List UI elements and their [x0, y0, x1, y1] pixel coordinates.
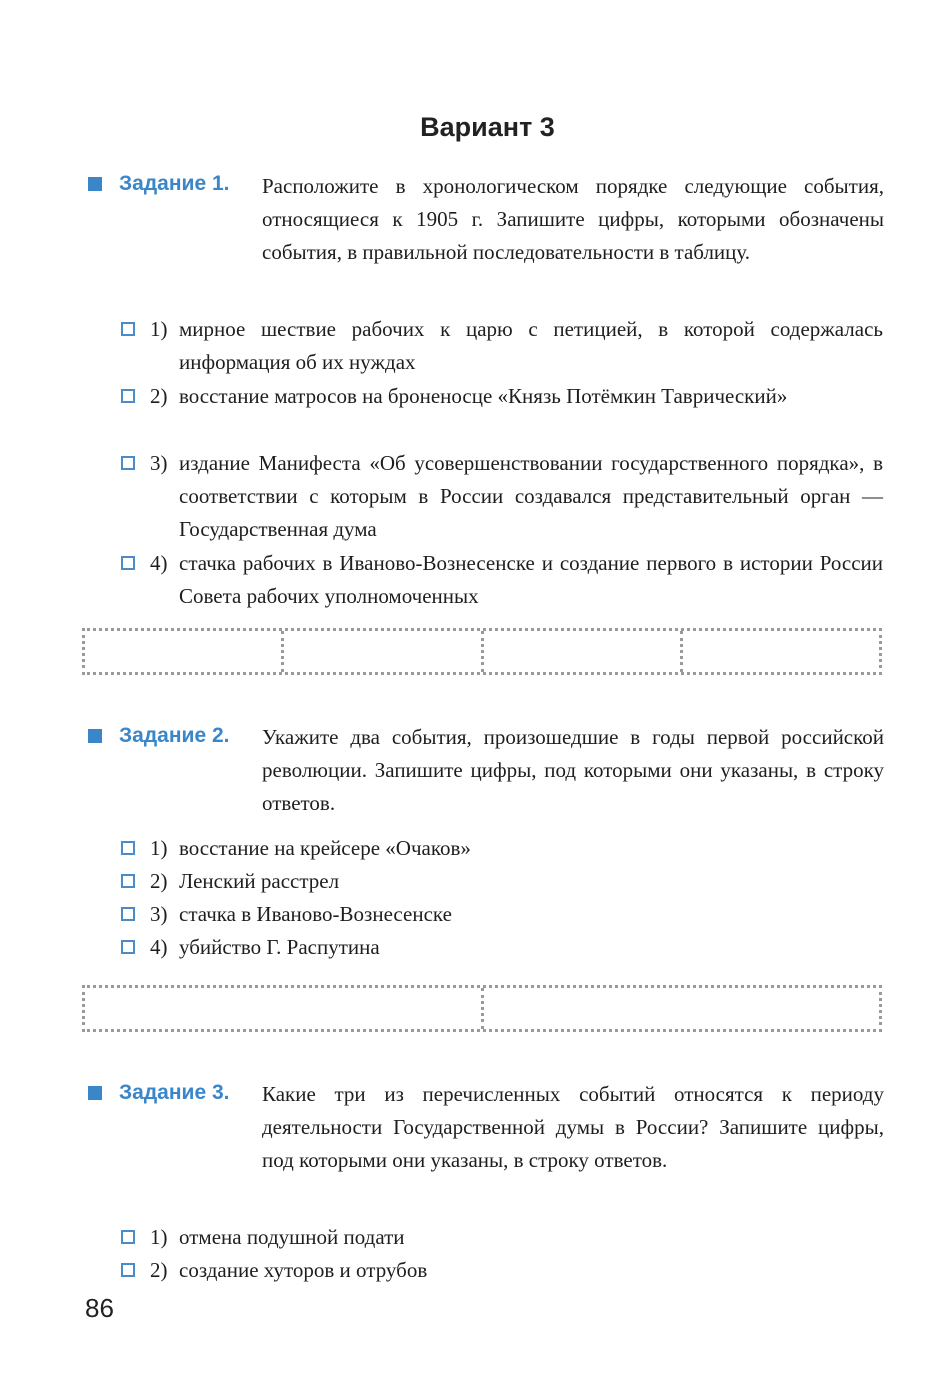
task-1-option-4 — [121, 547, 883, 613]
task-1-heading — [88, 172, 229, 196]
answer-cell[interactable] — [284, 631, 483, 672]
task-1-option-2 — [121, 380, 883, 413]
option-text: убийство Г. Распутина — [179, 935, 380, 959]
checkbox[interactable] — [121, 456, 135, 470]
answer-cell[interactable] — [683, 631, 879, 672]
option-number: 1) — [150, 317, 168, 341]
checkbox[interactable] — [121, 556, 135, 570]
page-title: Вариант 3 — [420, 112, 555, 142]
checkbox[interactable] — [121, 940, 135, 954]
task-1-answer-table — [82, 628, 882, 675]
option-text: стачка рабочих в Иваново-Вознесенске и создание первого в истории России Совета рабочих уполномоченных — [179, 551, 883, 608]
task-2-label: Задание 2. — [119, 724, 230, 747]
checkbox[interactable] — [121, 322, 135, 336]
option-text: создание хуторов и отрубов — [179, 1258, 428, 1282]
task-2-option-2 — [121, 865, 883, 898]
task-3-heading — [88, 1081, 229, 1105]
option-number: 3) — [150, 902, 168, 926]
task-3-label: Задание 3. — [119, 1081, 230, 1104]
checkbox[interactable] — [121, 1263, 135, 1277]
option-number: 3) — [150, 451, 168, 475]
answer-cell[interactable] — [85, 631, 284, 672]
task-3-option-1 — [121, 1221, 883, 1254]
checkbox[interactable] — [121, 874, 135, 888]
option-number: 1) — [150, 1225, 168, 1249]
answer-cell[interactable] — [484, 988, 880, 1029]
option-number: 2) — [150, 1258, 168, 1282]
option-text: отмена подушной подати — [179, 1225, 405, 1249]
square-bullet-icon — [88, 1086, 102, 1100]
option-text: восстание матросов на броненосце «Князь Потёмкин Таврический» — [179, 384, 788, 408]
task-1-label: Задание 1. — [119, 172, 230, 195]
option-text: мирное шествие рабочих к царю с петицией, в которой содержалась информация об их нуждах — [179, 317, 883, 374]
answer-cell[interactable] — [484, 631, 683, 672]
task-1-option-3 — [121, 447, 883, 546]
task-1-option-1 — [121, 313, 883, 379]
task-2-heading — [88, 724, 229, 748]
answer-cell[interactable] — [85, 988, 484, 1029]
checkbox[interactable] — [121, 1230, 135, 1244]
task-1-prompt: Расположите в хронологическом порядке следующие события, относящиеся к 1905 г. Запишите цифры, которыми обозначены события, в правильной последовательности в таблицу. — [262, 174, 884, 264]
page-number: 86 — [85, 1293, 114, 1323]
task-3-option-2 — [121, 1254, 883, 1287]
option-number: 4) — [150, 551, 168, 575]
option-text: Ленский расстрел — [179, 869, 340, 893]
option-number: 2) — [150, 869, 168, 893]
option-text: восстание на крейсере «Очаков» — [179, 836, 471, 860]
task-2-option-4 — [121, 931, 883, 964]
checkbox[interactable] — [121, 841, 135, 855]
square-bullet-icon — [88, 177, 102, 191]
task-3-prompt: Какие три из перечисленных событий относятся к периоду деятельности Государственной думы в России? Запишите цифры, под которыми они указаны, в строку ответов. — [262, 1082, 884, 1172]
checkbox[interactable] — [121, 389, 135, 403]
option-text: стачка в Иваново-Вознесенске — [179, 902, 452, 926]
task-2-answer-table — [82, 985, 882, 1032]
square-bullet-icon — [88, 729, 102, 743]
option-text: издание Манифеста «Об усовершенствовании государственного порядка», в соответствии с которым в России создавался представительный орган — Государственная дума — [179, 451, 883, 541]
task-2-option-3 — [121, 898, 883, 931]
task-2-prompt: Укажите два события, произошедшие в годы первой российской революции. Запишите цифры, под которыми они указаны, в строку ответов. — [262, 725, 884, 815]
task-2-option-1 — [121, 832, 883, 865]
option-number: 4) — [150, 935, 168, 959]
option-number: 2) — [150, 384, 168, 408]
checkbox[interactable] — [121, 907, 135, 921]
option-number: 1) — [150, 836, 168, 860]
